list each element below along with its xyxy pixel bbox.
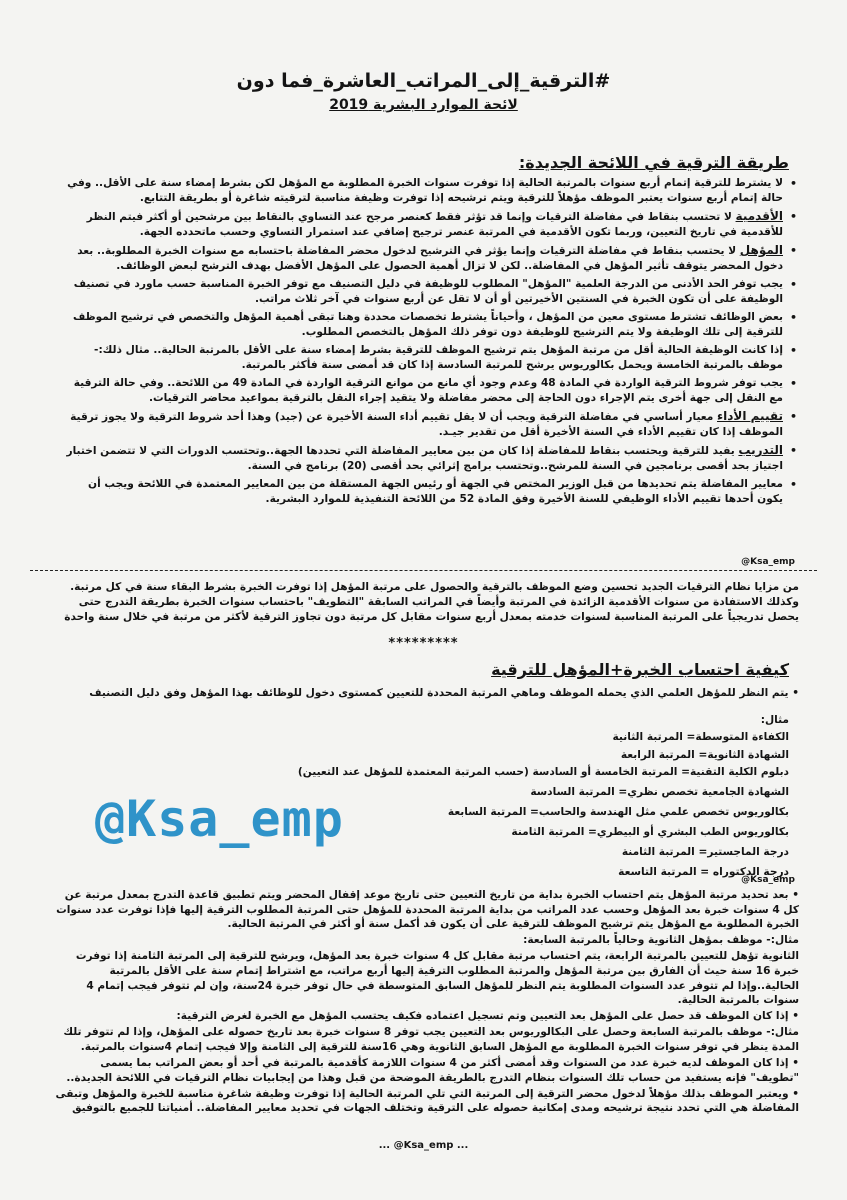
item-text: لا تحتسب بنقاط في مفاضلة الترقيات وإنما قد تؤثر فقط كعنصر مرجح عند التساوي بالنقاط بين مرشحين أو أكثر فيتم النظر للأقدمية في تاريخ التعيين، وربما تكون الأقدمية في المرتبة عنصر ترجيح إضافي عند استمرار التساوي وحسب ماتحدده الجهة. (86, 211, 783, 239)
intro-text: • يتم النظر للمؤهل العلمي الذي يحمله الموظف وماهي المرتبة المحددة للتعيين كمستوى دخول للوظائف بهذا المؤهل وفق دليل التصنيف (54, 686, 799, 701)
item-keyword: الأقدمية (735, 209, 783, 223)
qualification-level: بكالوريوس تخصص علمي مثل الهندسة والحاسب= المرتبة السابعة (447, 806, 789, 818)
handle-label: @Ksa_emp (741, 875, 795, 885)
calc-paragraph: • إذا كان الموظف قد حصل على المؤهل بعد التعيين وتم تسجيل اعتماده فكيف يحتسب المؤهل مع الخبرة لغرض الترقية: (54, 1009, 799, 1024)
list-item (63, 409, 799, 440)
page-title: #الترقية_إلى_المراتب_العاشرة_فما دون (236, 70, 611, 92)
list-item (63, 477, 799, 507)
list-item (63, 176, 799, 206)
list-item (63, 277, 799, 307)
item-text: معايير المفاضلة يتم تحديدها من قبل الوزير المختص في الجهة أو رئيس الجهة المستقلة من بين المعايير المعتمدة في اللائحة ويجب أن يكون أحدها تقييم الأداء الوظيفي للسنة الأخيرة وفق المادة 52 من اللائحة التنفيذية للموارد البشرية. (88, 478, 783, 506)
qualification-level: درجة الدكتوراه = المرتبة التاسعة (618, 866, 789, 878)
item-text: معيار أساسي في مفاضلة الترقية ويجب أن لا يقل تقييم أداء السنة الأخيرة عن (جيد) وهذا أحد شروط الترقية ولا يجوز ترقية الموظف إذا كان تقييم الأداء في السنة الأخيرة أقل من تقدير جيـد. (70, 411, 783, 439)
page-subtitle: لائحة الموارد البشرية 2019 (329, 97, 518, 113)
item-keyword: المؤهل (739, 243, 783, 257)
calc-paragraphs (54, 888, 799, 1117)
example-label: مثال: (760, 714, 789, 726)
calc-paragraph: الثانوية تؤهل للتعيين بالمرتبة الرابعة، يتم احتساب مرتبة مقابل كل 4 سنوات خبرة بعد المؤهل، ويرشح للترقية إلى المرتبة الثامنة إذا توفرت خبرة 16 سنة حيث أن الفارق بين مرتبة المؤهل والمرتبة المطلوب الترقية إليها أربع مراتب، مع اشتراط إتمام سنة على الأقل بالمرتبة الحالية..وإذا لم تتوفر عدد السنوات المطلوبة يتم النظر للمؤهل السابق المتوسطة في حال توفر خبرة 24سنة، وإن لم تتوفر فيجب إتمام 4 سنوات بالمرتبة الحالية. (75, 950, 799, 1007)
calc-paragraph: • إذا كان الموظف لديه خبرة عدد من السنوات وقد أمضى أكثر من 4 سنوات اللازمة كأقدمية بالمرتبة في أحد أو بعض المراتب بما يسمى "تطويف" فإنه يستفيد من حساب تلك السنوات بنظام التدرج بالطريقة الموضحة من قبل وهذا من إيجابيات نظام الترقيات في اللائحة الجديدة.. (54, 1056, 799, 1085)
calc-paragraph: مثال:- موظف بالمرتبة السابعة وحصل على البكالوريوس بعد التعيين يجب توفر 8 سنوات خبرة بعد تاريخ حصوله على المؤهل، وإذا لم تتوفر تلك المدة ينظر في توفر سنوات الخبرة المطلوبة مع المؤهل السابق الثانوية وهي 16سنة للترقية إلى الثامنة وإلا فيجب إتمام 4سنوات بالمرتبة. (63, 1026, 799, 1053)
calc-paragraph: • ويعتبر الموظف بذلك مؤهلاً لدخول محضر الترقية إلى المرتبة التي تلي المرتبة الحالية إذا توفرت وظيفة شاغرة مناسبة للخبرة والمؤهل وتبقى المفاضلة هي التي تحدد نتيجة ترشيحه ومدى إمكانية حصوله على الترقية وتختلف الجهات في تحديد معايير المفاضلة.. أمنياتنا للجميع بالتوفيق (54, 1087, 799, 1116)
section-title-experience-calc: كيفية احتساب الخبرة+المؤهل للترقية (491, 660, 789, 679)
promotion-rules-list (63, 176, 799, 510)
stars-separator: ********* (388, 636, 459, 651)
item-text: يفيد للترقية ويحتسب بنقاط للمفاضلة إذا كان من بين معايير المفاضلة التي تحددها الجهة..وتحتسب الدورات التي لا تتضمن اختبار اجتياز بحد أقصى برنامجين في السنة للمرشح..وتحتسب برامج إثرائي بحد أقصى (20) برنامج في السنة. (66, 445, 783, 473)
section-title-new-regulation: طريقة الترقية في اللائحة الجديدة: (518, 153, 789, 172)
advantages-paragraph: من مزايا نظام الترقيات الجديد تحسين وضع الموظف بالترقية والحصول على مرتبة المؤهل إذا توفرت الخبرة بشرط البقاء سنة في كل مرتبة. وكذلك الاستفادة من سنوات الأقدمية الزائدة في المرتبة وأيضاً في المراتب السابقة "التطويف" باحتساب سنوات الخبرة بطريقة التدرج حتى يحصل تدريجياً على المرتبة المناسبة لسنوات خدمته بمعدل أربع سنوات مقابل كل مرتبة دون تجاوز الترقية لأكثر من مرتبة في خلال سنة واحدة (64, 581, 799, 623)
qualification-level: بكالوريوس الطب البشري أو البيطري= المرتبة الثامنة (511, 826, 789, 838)
watermark-handle: @Ksa_emp (95, 790, 344, 848)
item-keyword: تقييم الأداء (717, 409, 783, 423)
item-keyword: التدريب (738, 443, 783, 457)
handle-label: @Ksa_emp (741, 557, 795, 567)
list-item (63, 343, 799, 373)
calc-intro (54, 686, 799, 702)
list-item (63, 209, 799, 240)
qualification-level: الكفاءة المتوسطة= المرتبة الثانية (612, 731, 789, 743)
list-item (63, 310, 799, 340)
calc-paragraph: مثال:- موظف بمؤهل الثانوية وحالياً بالمرتبة السابعة: (523, 934, 799, 947)
item-text: لا يحتسب بنقاط في مفاضلة الترقيات وإنما يؤثر في الترشيح لدخول محضر المفاضلة باحتسابه مع سنوات الخبرة المطلوبة.. بعد دخول المحضر يتوقف تأثير المؤهل في المفاضلة.. لكن لا تزال أهمية الحصول على المؤهل الأفضل بهدف الترشح لبعض الوظائف. (77, 245, 783, 273)
footer-handle: ... @Ksa_emp ... (378, 1140, 469, 1151)
qualification-level: الشهادة الثانوية= المرتبة الرابعة (620, 749, 789, 761)
list-item (63, 243, 799, 274)
item-text: بعض الوظائف تشترط مستوى معين من المؤهل ، وأحياناً يشترط تخصصات محددة وهنا تبقى أهمية المؤهل والتخصص في ترشيح الموظف للترقية إلى تلك الوظيفة ولا يتم الترشيح للوظيفة دون توفر ذلك المؤهل بالتخصص المطلوب. (73, 311, 783, 339)
item-text: يجب توفر الحد الأدنى من الدرجة العلمية "المؤهل" المطلوب للوظيفة في دليل التصنيف مع توفر الخبرة المناسبة حسب ماورد في تصنيف الوظيفة على أن تكون الخبرة في السنتين الأخيرتين أو أن لا تقل عن أربع سنوات في آخر ثلاث مراتب. (73, 278, 783, 306)
item-text: إذا كانت الوظيفة الحالية أقل من مرتبة المؤهل يتم ترشيح الموظف للترقية بشرط إمضاء سنة على الأقل بالمرتبة الحالية.. مثال ذلك:- موظف بالمرتبة الخامسة ويحمل بكالوريوس يرشح للمرتبة السادسة إذا كان قد أمضى سنة فأكثر بالمرتبة. (94, 344, 783, 372)
item-text: لا يشترط للترقية إتمام أربع سنوات بالمرتبة الحالية إذا توفرت سنوات الخبرة المطلوبة مع المؤهل لكن بشرط إمضاء سنة على الأقل.. وفي حالة إتمام أربع سنوات يعتبر الموظف مؤهلاً للترقية ويتم ترشيحه إذا توفرت وظيفة مناسبة لترقيته شاغرة أو بطريقة التتابع. (67, 177, 783, 205)
qualification-level: دبلوم الكلية التقنية= المرتبة الخامسة أو السادسة (حسب المرتبة المعتمدة للمؤهل عند التعيين) (297, 766, 789, 778)
list-item (63, 443, 799, 474)
list-item (63, 376, 799, 406)
qualification-level: الشهادة الجامعية تخصص نظري= المرتبة السادسة (530, 786, 789, 798)
qualification-level: درجة الماجستير= المرتبة الثامنة (621, 846, 789, 858)
section-divider (30, 570, 817, 571)
item-text: يجب توفر شروط الترقية الواردة في المادة 48 وعدم وجود أي مانع من موانع الترقية الواردة في المادة 49 من اللائحة.. وفي حالة الترقية مع النقل إلى جهة أخرى يتم الإجراء دون الحاجة إلى محضر مفاضلة ولا يتقيد إجراء النقل بالترقية بمواعيد محاضر الترقيات. (73, 377, 783, 405)
calc-paragraph: • بعد تحديد مرتبة المؤهل يتم احتساب الخبرة بداية من تاريخ التعيين حتى تاريخ موعد إقفال المحضر ويتم تطبيق قاعدة التدرج بمعدل مرتبة عن كل 4 سنوات خبرة بعد المؤهل وحسب عدد المراتب من بداية المرتبة المحددة للمؤهل حتى المرتبة المطلوب الترقية إليها فإذا توفرت عدد سنوات الخبرة المطلوبة مع المؤهل يتم ترشيح الموظف للترقية على أن يكون قد أكمل سنة أو أكثر في المرتبة الحالية. (54, 888, 799, 932)
